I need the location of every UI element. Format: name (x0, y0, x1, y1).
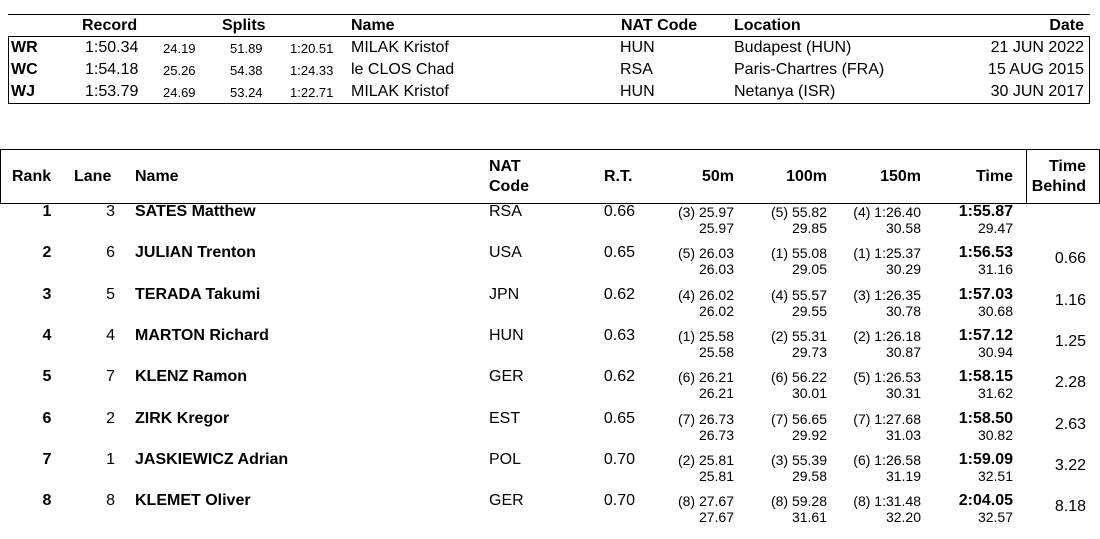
record-split-150: 1:20.51 (290, 41, 334, 56)
records-header-name: Name (351, 17, 395, 34)
result-nat: RSA (489, 203, 522, 220)
result-nat: GER (489, 368, 524, 386)
result-time-behind: 8.18 (1054, 498, 1086, 516)
result-split-100: (3) 55.39 (770, 451, 827, 468)
result-athlete-name: JULIAN Trenton (135, 244, 256, 262)
result-reaction-time: 0.70 (603, 492, 635, 510)
record-code: WC (11, 61, 38, 78)
result-lap-150: 30.29 (885, 261, 921, 278)
results-divider-rule (1026, 149, 1027, 204)
result-time-behind: 0.66 (1054, 250, 1086, 268)
result-lap-200: 30.82 (977, 426, 1013, 443)
results-header-time-behind-2: Behind (1031, 178, 1086, 195)
record-row (8, 37, 1090, 59)
result-split-150: (7) 1:27.68 (853, 410, 921, 427)
record-nat: HUN (620, 83, 655, 100)
result-split-100: (8) 59.28 (770, 493, 827, 510)
result-split-50: (3) 25.97 (677, 204, 734, 220)
result-lap-100: 29.73 (791, 343, 827, 360)
result-time-behind: 3.22 (1054, 456, 1086, 474)
results-header-name: Name (135, 168, 179, 185)
result-lap-50: 26.21 (698, 385, 734, 402)
result-time-behind: 1.25 (1054, 332, 1086, 350)
result-final-time: 1:57.12 (958, 326, 1013, 344)
results-header-rt: R.T. (604, 168, 633, 185)
record-split-50: 25.26 (163, 63, 196, 78)
result-lap-100: 30.01 (791, 385, 827, 402)
results-header-time: Time (975, 168, 1013, 185)
result-lap-50: 26.03 (698, 261, 734, 278)
result-reaction-time: 0.63 (603, 326, 635, 344)
result-rank: 7 (42, 450, 52, 468)
result-split-50: (6) 26.21 (677, 369, 734, 386)
result-lap-200: 29.47 (977, 220, 1013, 236)
result-reaction-time: 0.65 (603, 409, 635, 427)
record-row (8, 81, 1090, 103)
results-header-150m: 150m (880, 168, 921, 185)
result-lap-200: 32.51 (977, 467, 1013, 484)
result-rank: 8 (42, 492, 52, 510)
result-lane: 2 (106, 409, 115, 427)
result-athlete-name: KLEMET Oliver (135, 492, 251, 510)
record-holder-name: MILAK Kristof (351, 83, 449, 100)
result-lap-100: 29.05 (791, 261, 827, 278)
result-split-50: (8) 27.67 (677, 493, 734, 510)
result-final-time: 1:56.53 (958, 244, 1013, 262)
result-athlete-name: SATES Matthew (135, 203, 256, 220)
results-header-time-behind-1: Time (1048, 158, 1086, 175)
result-lap-150: 31.03 (885, 426, 921, 443)
record-location: Budapest (HUN) (734, 39, 852, 56)
record-date: 15 AUG 2015 (987, 61, 1084, 78)
result-split-50: (5) 26.03 (677, 245, 734, 262)
results-left-rule (0, 149, 1, 204)
result-time-behind: 2.28 (1054, 374, 1086, 392)
result-rank: 3 (42, 285, 52, 303)
result-lane: 4 (106, 326, 115, 344)
record-time: 1:54.18 (85, 61, 139, 78)
result-rank: 5 (42, 368, 52, 386)
result-split-150: (3) 1:26.35 (853, 286, 921, 303)
result-final-time: 1:55.87 (958, 203, 1013, 220)
record-time: 1:53.79 (85, 83, 139, 100)
result-lap-50: 26.02 (698, 302, 734, 319)
records-header-nat: NAT Code (621, 17, 698, 34)
result-athlete-name: MARTON Richard (135, 326, 269, 344)
record-location: Netanya (ISR) (734, 83, 836, 100)
result-split-100: (2) 55.31 (770, 327, 827, 344)
result-lap-50: 25.97 (698, 220, 734, 236)
result-split-150: (8) 1:31.48 (853, 493, 921, 510)
results-header-lane: Lane (74, 168, 112, 185)
results-header-nat: NAT (489, 158, 521, 175)
result-split-150: (2) 1:26.18 (853, 327, 921, 344)
result-athlete-name: JASKIEWICZ Adrian (135, 450, 289, 468)
records-top-rule (8, 14, 1090, 15)
result-split-100: (6) 56.22 (770, 369, 827, 386)
result-lap-150: 30.78 (885, 302, 921, 319)
result-split-150: (1) 1:25.37 (853, 245, 921, 262)
record-code: WJ (11, 83, 35, 100)
results-header-100m: 100m (786, 168, 827, 185)
result-split-150: (6) 1:26.58 (853, 451, 921, 468)
record-code: WR (11, 39, 38, 56)
result-split-150: (5) 1:26.53 (853, 369, 921, 386)
result-row (0, 322, 1100, 363)
record-holder-name: MILAK Kristof (351, 39, 449, 56)
result-final-time: 1:57.03 (958, 285, 1013, 303)
record-nat: HUN (620, 39, 655, 56)
result-lap-50: 25.81 (698, 467, 734, 484)
result-lap-50: 26.73 (698, 426, 734, 443)
result-split-100: (7) 56.65 (770, 410, 827, 427)
result-lap-200: 31.62 (977, 385, 1013, 402)
result-row (0, 446, 1100, 487)
result-rank: 6 (42, 409, 52, 427)
record-split-150: 1:22.71 (290, 85, 334, 100)
result-nat: JPN (489, 285, 520, 303)
record-nat: RSA (620, 61, 653, 78)
result-lap-150: 30.87 (885, 343, 921, 360)
result-reaction-time: 0.62 (603, 285, 635, 303)
result-lane: 6 (106, 244, 115, 262)
record-holder-name: le CLOS Chad (351, 61, 455, 78)
result-lane: 5 (106, 285, 115, 303)
result-row (0, 239, 1100, 280)
result-reaction-time: 0.66 (603, 203, 635, 220)
result-row (0, 281, 1100, 322)
result-time-behind: 2.63 (1054, 415, 1086, 433)
result-lane: 3 (106, 203, 115, 220)
records-header-date: Date (1049, 17, 1084, 34)
result-lap-100: 29.85 (791, 220, 827, 236)
record-location: Paris-Chartres (FRA) (734, 61, 885, 78)
result-lap-150: 32.20 (885, 509, 921, 526)
result-reaction-time: 0.62 (603, 368, 635, 386)
result-nat: POL (489, 450, 522, 468)
result-lap-100: 29.55 (791, 302, 827, 319)
record-date: 30 JUN 2017 (990, 83, 1084, 100)
result-split-50: (1) 25.58 (677, 327, 734, 344)
result-final-time: 1:59.09 (958, 450, 1013, 468)
result-split-100: (1) 55.08 (770, 245, 827, 262)
result-reaction-time: 0.65 (603, 244, 635, 262)
result-nat: EST (489, 409, 521, 427)
records-table (8, 14, 1090, 104)
result-final-time: 2:04.05 (958, 492, 1013, 510)
result-reaction-time: 0.70 (603, 450, 635, 468)
result-lap-200: 30.68 (977, 302, 1013, 319)
record-split-100: 53.24 (230, 85, 263, 100)
result-split-100: (4) 55.57 (770, 286, 827, 303)
results-header-50m: 50m (701, 168, 734, 185)
result-lap-200: 31.16 (977, 261, 1013, 278)
records-header-splits: Splits (222, 17, 266, 34)
result-rank: 1 (42, 203, 52, 220)
record-split-50: 24.69 (163, 85, 196, 100)
record-time: 1:50.34 (85, 39, 139, 56)
result-lap-100: 29.58 (791, 467, 827, 484)
result-final-time: 1:58.50 (958, 409, 1013, 427)
result-athlete-name: KLENZ Ramon (135, 368, 247, 386)
record-date: 21 JUN 2022 (990, 39, 1084, 56)
result-lap-200: 30.94 (977, 343, 1013, 360)
result-lap-100: 29.92 (791, 426, 827, 443)
results-header-rank: Rank (12, 168, 52, 185)
result-lap-100: 31.61 (791, 509, 827, 526)
result-split-50: (7) 26.73 (677, 410, 734, 427)
result-split-50: (4) 26.02 (677, 286, 734, 303)
result-split-100: (5) 55.82 (770, 204, 827, 220)
result-final-time: 1:58.15 (958, 368, 1013, 386)
results-header-code: Code (489, 178, 529, 195)
result-athlete-name: TERADA Takumi (135, 285, 261, 303)
result-lane: 1 (106, 450, 115, 468)
result-nat: HUN (489, 326, 524, 344)
result-athlete-name: ZIRK Kregor (135, 409, 230, 427)
record-split-50: 24.19 (163, 41, 196, 56)
result-nat: GER (489, 492, 524, 510)
result-rank: 2 (42, 244, 52, 262)
result-nat: USA (489, 244, 522, 262)
result-row (0, 405, 1100, 446)
result-lap-150: 31.19 (885, 467, 921, 484)
results-table (0, 149, 1100, 539)
result-lap-150: 30.58 (885, 220, 921, 236)
result-split-150: (4) 1:26.40 (853, 204, 921, 220)
result-lap-50: 25.58 (698, 343, 734, 360)
result-lane: 7 (106, 368, 115, 386)
result-split-50: (2) 25.81 (677, 451, 734, 468)
result-time-behind: 1.16 (1054, 291, 1086, 309)
results-top-rule (0, 149, 1100, 150)
result-lane: 8 (106, 492, 115, 510)
record-split-100: 51.89 (230, 41, 263, 56)
records-header-location: Location (734, 17, 801, 34)
records-header-record: Record (82, 17, 138, 34)
record-row (8, 59, 1090, 81)
result-rank: 4 (42, 326, 52, 344)
records-bottom-rule (8, 103, 1090, 104)
result-row (0, 198, 1100, 239)
result-lap-50: 27.67 (698, 509, 734, 526)
result-row (0, 487, 1100, 528)
record-split-150: 1:24.33 (290, 63, 334, 78)
result-row (0, 363, 1100, 404)
result-lap-150: 30.31 (885, 385, 921, 402)
result-lap-200: 32.57 (977, 509, 1013, 526)
record-split-100: 54.38 (230, 63, 263, 78)
